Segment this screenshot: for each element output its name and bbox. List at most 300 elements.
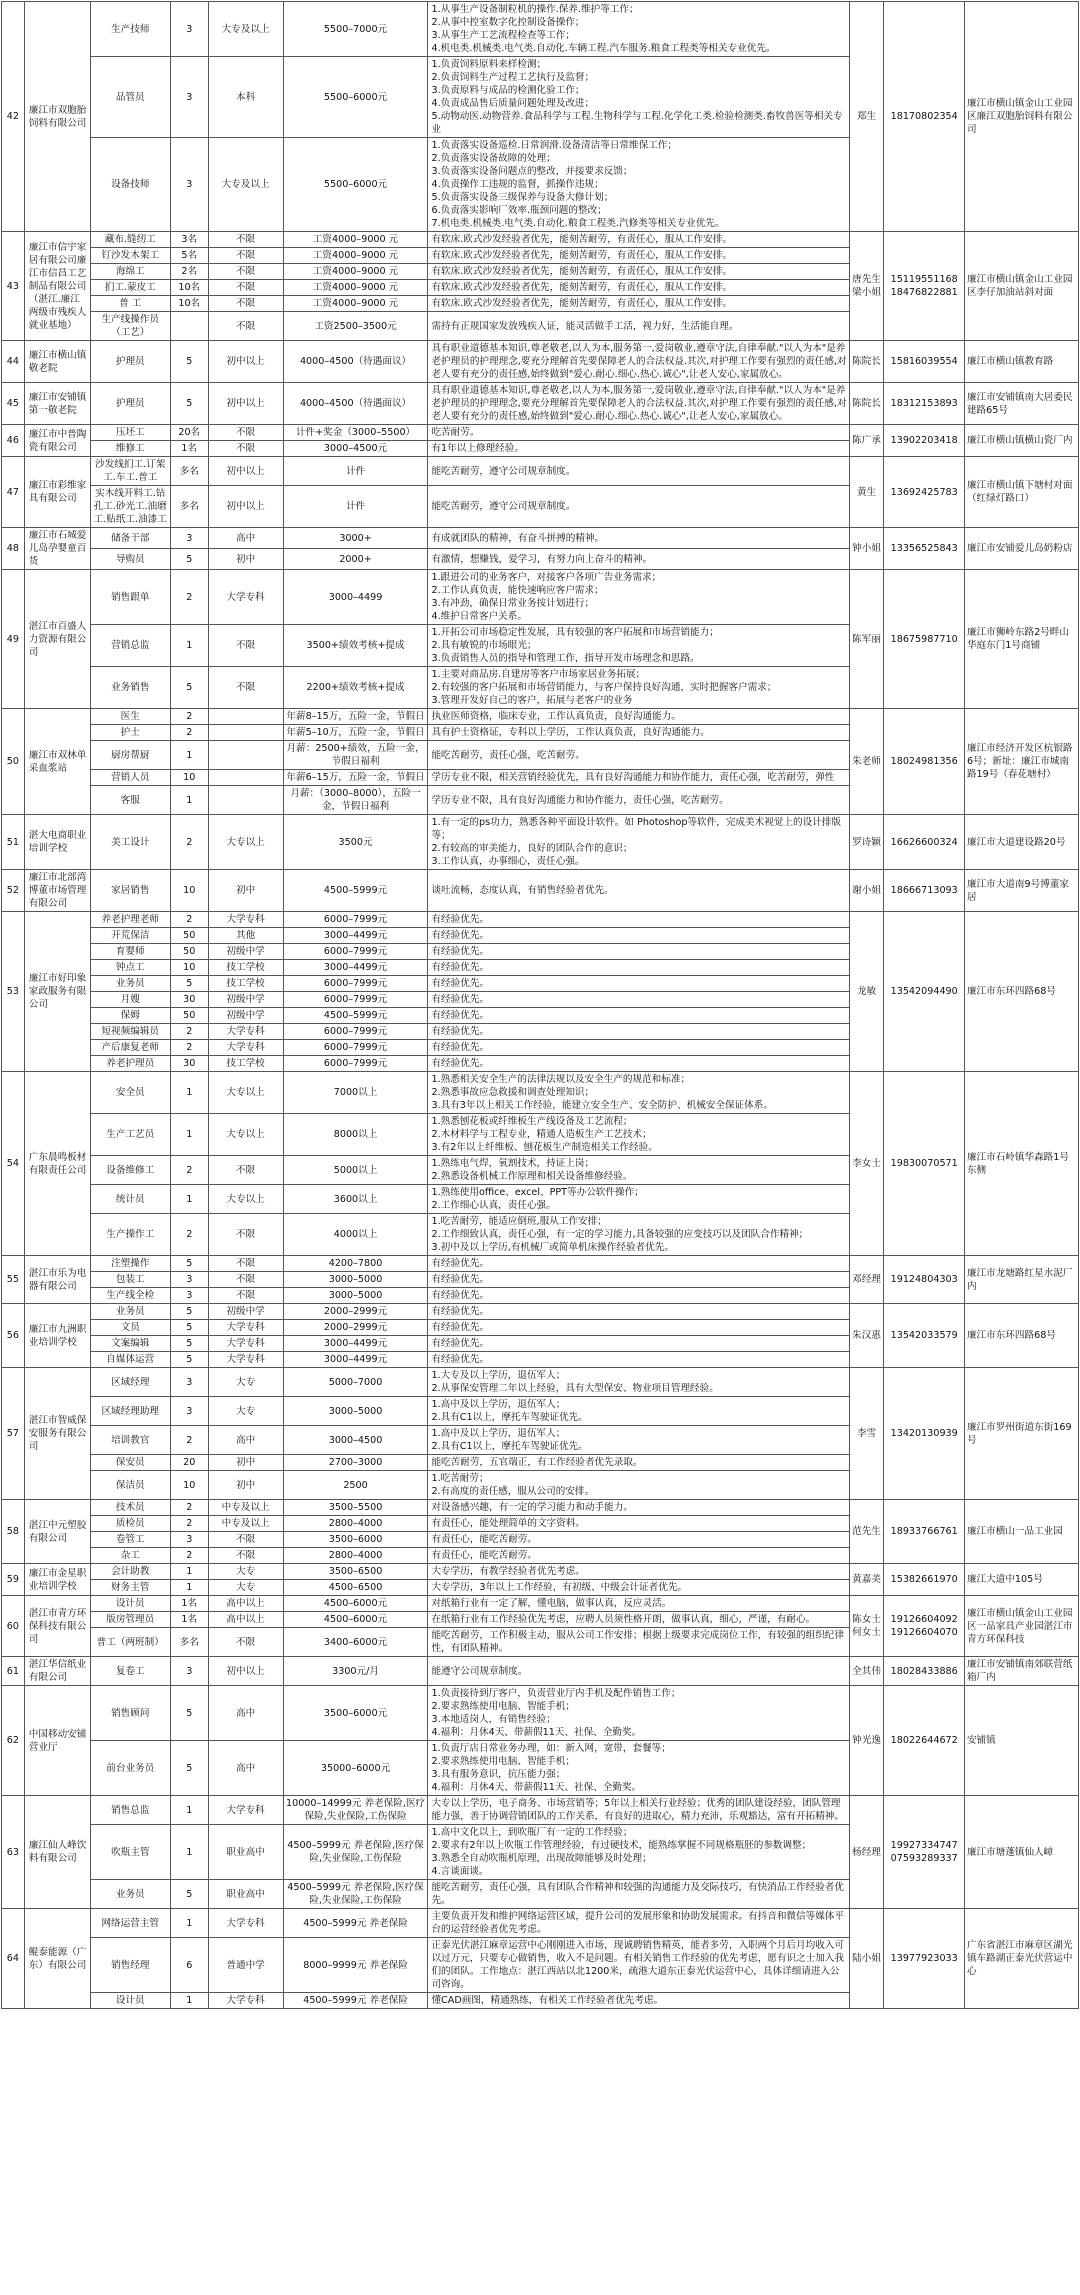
job-title: 月嫂 — [90, 992, 170, 1008]
job-requirements: 1.从事生产设备制粒机的操作.保养.维护等工作； 2.从事中控室数字化控制设备操作； 3.从事生产工艺流程检查等工作； 4.机电类.机械类.电气类.自动化.车辆工程.汽车服务.粮食工程类等相关专业优先。 — [428, 2, 849, 57]
job-salary: 3400–6000元 — [283, 1628, 428, 1657]
job-count: 2 — [170, 912, 208, 928]
job-count: 5 — [170, 383, 208, 425]
job-count: 10 — [170, 1471, 208, 1500]
company-name: 廉江市好印象家政服务有限公司 — [24, 912, 90, 1072]
job-title: 销售顾问 — [90, 1686, 170, 1741]
job-education: 不限 — [208, 425, 283, 441]
job-salary: 工资4000–9000 元 — [283, 264, 428, 280]
contact-person: 陆小姐 — [849, 1909, 884, 2009]
job-title: 设计员 — [90, 1993, 170, 2009]
job-education: 大学专科 — [208, 1352, 283, 1368]
job-title: 护士 — [90, 725, 170, 741]
job-education: 大专及以上 — [208, 138, 283, 232]
contact-phone: 19830070571 — [884, 1072, 964, 1256]
job-requirements: 1.高中文化以上，到吹瓶厂有一定的工作经验； 2.要求有2年以上吹瓶工作管理经验，有过硬技术，能熟练掌握不同规格瓶胚的参数调整； 3.熟悉全自动吹瓶机原理，出现故障能够及时处理； 4.言谈面谈。 — [428, 1825, 849, 1880]
contact-person: 杨经理 — [849, 1796, 884, 1909]
job-salary: 月薪：2500+绩效，五险一金，节假日福利 — [283, 741, 428, 770]
company-number: 48 — [2, 528, 25, 570]
contact-person: 龙敏 — [849, 912, 884, 1072]
company-address: 廉江市横山镇金山工业园区廉江双胞胎饲料有限公司 — [964, 2, 1078, 232]
contact-person: 唐先生梁小姐 — [849, 232, 884, 341]
job-title: 沙发线扪工.订架工.车工.普工 — [90, 457, 170, 486]
job-row — [2, 1500, 1079, 1516]
contact-person: 朱汉惠 — [849, 1304, 884, 1368]
company-number: 53 — [2, 912, 25, 1072]
job-education: 高中以上 — [208, 1596, 283, 1612]
job-salary: 3000–4499 — [283, 570, 428, 625]
job-count: 50 — [170, 1008, 208, 1024]
company-number: 57 — [2, 1368, 25, 1500]
company-name: 湛江市智威保安服务有限公司 — [24, 1368, 90, 1500]
contact-phone: 13692425783 — [884, 457, 964, 528]
job-count: 3 — [170, 1397, 208, 1426]
job-salary: 年薪5–10万，五险一金，节假日 — [283, 725, 428, 741]
job-title: 设备技师 — [90, 138, 170, 232]
job-requirements: 有经验优先。 — [428, 960, 849, 976]
contact-phone: 18312153893 — [884, 383, 964, 425]
job-count: 3 — [170, 57, 208, 138]
job-title: 养老护理老师 — [90, 912, 170, 928]
job-title: 区域经理 — [90, 1368, 170, 1397]
contact-phone: 15816039554 — [884, 341, 964, 383]
job-requirements: 有经验优先。 — [428, 1288, 849, 1304]
job-education: 初中以上 — [208, 457, 283, 486]
contact-phone: 13420130939 — [884, 1368, 964, 1500]
job-education — [208, 725, 283, 741]
job-education: 大专 — [208, 1397, 283, 1426]
company-address: 安铺镇 — [964, 1686, 1078, 1796]
company-address: 廉江市横山一品工业园 — [964, 1500, 1078, 1564]
job-education: 大专 — [208, 1580, 283, 1596]
job-education: 不限 — [208, 1532, 283, 1548]
job-count: 2名 — [170, 264, 208, 280]
job-requirements: 有经验优先。 — [428, 1304, 849, 1320]
job-requirements: 学历专业不限，相关营销经验优先，具有良好沟通能力和协作能力，责任心强，吃苦耐劳，弹性 — [428, 770, 849, 786]
job-salary: 4500–6000元 — [283, 1612, 428, 1628]
contact-person: 黄嘉美 — [849, 1564, 884, 1596]
job-salary: 2800–4000 — [283, 1516, 428, 1532]
job-requirements: 1.负责接待到厅客户，负责营业厅内手机及配件销售工作； 2.要求熟练使用电脑、智能手机； 3.本地适岗人，有销售经验； 4.福利：月休4天、带薪假11天、社保、全勤奖。 — [428, 1686, 849, 1741]
contact-phone: 18666713093 — [884, 870, 964, 912]
job-requirements: 对纸箱行业有一定了解，懂电脑，做事认真，反应灵活。 — [428, 1596, 849, 1612]
job-title: 扪工.蒙皮工 — [90, 280, 170, 296]
company-name: 廉江市双胞胎饲料有限公司 — [24, 2, 90, 232]
job-requirements: 有软床.欧式沙发经验者优先，能刻苦耐劳，有责任心，服从工作安排。 — [428, 280, 849, 296]
job-title: 维修工 — [90, 441, 170, 457]
job-education: 初级中学 — [208, 944, 283, 960]
job-title: 杂工 — [90, 1548, 170, 1564]
job-education: 初中以上 — [208, 486, 283, 528]
job-salary: 3000–4499元 — [283, 1336, 428, 1352]
job-education: 初中以上 — [208, 383, 283, 425]
job-title: 设备维修工 — [90, 1156, 170, 1185]
job-count: 1 — [170, 741, 208, 770]
job-salary: 4500–5999元 养老保险 — [283, 1993, 428, 2009]
job-title: 销售跟单 — [90, 570, 170, 625]
company-name: 湛江华信纸业有限公司 — [24, 1657, 90, 1686]
job-count: 30 — [170, 992, 208, 1008]
job-title: 技术员 — [90, 1500, 170, 1516]
contact-phone: 13542094490 — [884, 912, 964, 1072]
job-requirements: 有软床.欧式沙发经验者优先，能刻苦耐劳，有责任心，服从工作安排。 — [428, 296, 849, 312]
contact-person: 罗诗颖 — [849, 815, 884, 870]
job-requirements: 1.高中及以上学历，退伍军人； 2.具有C1以上，摩托车驾驶证优先。 — [428, 1397, 849, 1426]
company-name: 鲲泰能源（广东）有限公司 — [24, 1909, 90, 2009]
job-salary: 3000–4500 — [283, 1426, 428, 1455]
job-education: 不限 — [208, 264, 283, 280]
company-address: 廉江市安铺爱儿岛奶粉店 — [964, 528, 1078, 570]
company-name: 廉江仙人峰饮料有限公司 — [24, 1796, 90, 1909]
company-name: 湛江市乐为电器有限公司 — [24, 1256, 90, 1304]
job-education: 大专以上 — [208, 815, 283, 870]
job-title: 财务主管 — [90, 1580, 170, 1596]
job-education: 大学专科 — [208, 1320, 283, 1336]
job-count: 1名 — [170, 1612, 208, 1628]
job-title: 会计助教 — [90, 1564, 170, 1580]
company-name: 廉江市中普陶瓷有限公司 — [24, 425, 90, 457]
job-title: 普 工 — [90, 296, 170, 312]
job-title: 育婴师 — [90, 944, 170, 960]
company-number: 47 — [2, 457, 25, 528]
job-education: 不限 — [208, 296, 283, 312]
job-salary: 8000–9999元 养老保险 — [283, 1938, 428, 1993]
job-requirements: 有经验优先。 — [428, 928, 849, 944]
job-row — [2, 1596, 1079, 1612]
job-count: 1 — [170, 1993, 208, 2009]
job-row — [2, 1796, 1079, 1825]
job-count: 1 — [170, 1185, 208, 1214]
job-title: 海绵工 — [90, 264, 170, 280]
job-row — [2, 570, 1079, 625]
job-requirements: 1.熟悉刨花板或纤维板生产线设备及工艺流程； 2.木材料学与工程专业，精通人造板生产工艺技术； 3.有2年以上纤维板、刨花板生产制造相关工作经验。 — [428, 1114, 849, 1156]
job-title: 业务销售 — [90, 667, 170, 709]
company-name: 廉江市信宇家居有限公司廉江市信昌工艺制品有限公司（湛江.廉江两级市残疾人就业基地） — [24, 232, 90, 341]
job-title: 自媒体运营 — [90, 1352, 170, 1368]
job-title: 生产工艺员 — [90, 1114, 170, 1156]
job-requirements: 能吃苦耐劳，工作积极主动，服从公司工作安排；根据上级要求完成岗位工作，有较强的组织纪律性，有团队精神。 — [428, 1628, 849, 1657]
contact-phone: 15119551168 18476822881 — [884, 232, 964, 341]
job-education: 高中 — [208, 1686, 283, 1741]
company-name: 廉江市安铺镇第一敬老院 — [24, 383, 90, 425]
job-row — [2, 1368, 1079, 1397]
company-number: 64 — [2, 1909, 25, 2009]
job-requirements: 1.吃苦耐劳，能适应倒班,服从工作安排； 2.工作细致认真，责任心强，有一定的学习能力,具备较强的应变技巧以及团队合作精神； 3.初中及以上学历,有机械厂或简单机床操作经验者优先。 — [428, 1214, 849, 1256]
contact-person: 邓经理 — [849, 1256, 884, 1304]
job-education: 大学专科 — [208, 570, 283, 625]
job-salary: 年薪6–15万，五险一金，节假日 — [283, 770, 428, 786]
job-education: 高中以上 — [208, 1612, 283, 1628]
contact-phone: 19927334747 07593289337 — [884, 1796, 964, 1909]
job-count: 6 — [170, 1938, 208, 1993]
job-salary: 3000–4499元 — [283, 1352, 428, 1368]
job-education: 大学专科 — [208, 1796, 283, 1825]
job-title: 文案编辑 — [90, 1336, 170, 1352]
job-title: 网络运营主管 — [90, 1909, 170, 1938]
contact-person: 陈广承 — [849, 425, 884, 457]
job-row — [2, 1909, 1079, 1938]
job-requirements: 执业医师资格，临床专业，工作认真负责，良好沟通能力。 — [428, 709, 849, 725]
job-salary: 6000–7999元 — [283, 1056, 428, 1072]
job-education: 技工学校 — [208, 960, 283, 976]
job-education: 大专 — [208, 1368, 283, 1397]
job-education — [208, 709, 283, 725]
job-requirements: 1.负责饲料原料来样检测； 2.负责饲料生产过程工艺执行及监督； 3.负责原料与成品的检测化验工作； 4.负责成品售后质量问题处理及改进； 5.动物动医.动物营养.食品科学与工程.生物科学与工程.化学化工类.检验检测类.畜牧兽医等相关专业 — [428, 57, 849, 138]
job-title: 客服 — [90, 786, 170, 815]
contact-phone: 18028433886 — [884, 1657, 964, 1686]
job-salary: 5500–6000元 — [283, 138, 428, 232]
job-count: 2 — [170, 1214, 208, 1256]
company-number: 46 — [2, 425, 25, 457]
job-requirements: 有经验优先。 — [428, 1336, 849, 1352]
contact-phone: 19126604092 19126604070 — [884, 1596, 964, 1657]
contact-phone: 13977923033 — [884, 1909, 964, 2009]
job-title: 吹瓶主管 — [90, 1825, 170, 1880]
company-name: 廉江市石城爱儿岛孕婴童百货 — [24, 528, 90, 570]
job-row — [2, 1564, 1079, 1580]
contact-phone: 18675987710 — [884, 570, 964, 709]
job-education: 不限 — [208, 1272, 283, 1288]
job-education — [208, 770, 283, 786]
contact-phone: 19124804303 — [884, 1256, 964, 1304]
job-requirements: 有1年以上修理经验。 — [428, 441, 849, 457]
contact-person: 范先生 — [849, 1500, 884, 1564]
company-name: 湛大电商职业培训学校 — [24, 815, 90, 870]
job-education: 职业高中 — [208, 1880, 283, 1909]
job-count: 10 — [170, 960, 208, 976]
job-row — [2, 1256, 1079, 1272]
company-number: 61 — [2, 1657, 25, 1686]
job-requirements: 能吃苦耐劳，遵守公司规章制度。 — [428, 457, 849, 486]
job-requirements: 有经验优先。 — [428, 1272, 849, 1288]
job-requirements: 大专学历，有教学经验者优先考虑。 — [428, 1564, 849, 1580]
company-number: 43 — [2, 232, 25, 341]
job-title: 保洁员 — [90, 1471, 170, 1500]
job-education: 大专以上 — [208, 1072, 283, 1114]
job-count: 2 — [170, 1024, 208, 1040]
job-requirements: 1.有一定的ps功力，熟悉各种平面设计软件。如 Photoshop等软件，完成美术视觉上的设计排版等； 2.有较高的审美能力，良好的团队合作的意识； 3.工作认真，办事细心，责任心强。 — [428, 815, 849, 870]
job-count: 2 — [170, 709, 208, 725]
job-requirements: 主要负责开发和维护网络运营区域，提升公司的发展形象和协助发展需求。有抖音和微信等媒体平台的运营经验者优先考虑。 — [428, 1909, 849, 1938]
job-count: 3 — [170, 1657, 208, 1686]
job-salary: 10000–14999元 养老保险,医疗保险,失业保险,工伤保险 — [283, 1796, 428, 1825]
company-address: 廉江市横山镇下塘村对面（红绿灯路口） — [964, 457, 1078, 528]
job-count: 50 — [170, 928, 208, 944]
job-requirements: 吃苦耐劳。 — [428, 425, 849, 441]
job-requirements: 有经验优先。 — [428, 1008, 849, 1024]
job-requirements: 正泰光伏湛江麻章运营中心刚刚进入市场，现诚聘销售精英，能者多劳，入职两个月后月均收入可以过万元，只要专心做销售，收入不是问题。有相关销售工作经验的优先考虑，愿有识之士加入我们的团队。工作地点：湛江西站以北1200米，疏港大道东正泰光伏运营中心，具体详细请进入公司咨询。 — [428, 1938, 849, 1993]
contact-phone: 13542033579 — [884, 1304, 964, 1368]
job-requirements: 有经验优先。 — [428, 944, 849, 960]
job-title: 卷管工 — [90, 1532, 170, 1548]
job-salary: 4000–4500（待遇面议） — [283, 341, 428, 383]
job-salary: 3000–5000 — [283, 1272, 428, 1288]
job-row — [2, 425, 1079, 441]
company-name: 湛江市青方环保科技有限公司 — [24, 1596, 90, 1657]
job-row — [2, 709, 1079, 725]
job-salary: 3600以上 — [283, 1185, 428, 1214]
job-salary: 月薪：（3000–8000），五险一金，节假日福利 — [283, 786, 428, 815]
job-requirements: 有经验优先。 — [428, 912, 849, 928]
company-address: 廉江市安铺镇南郊联营纸箱厂内 — [964, 1657, 1078, 1686]
company-number: 60 — [2, 1596, 25, 1657]
job-salary: 4500–5999元 养老保险,医疗保险,失业保险,工伤保险 — [283, 1880, 428, 1909]
contact-phone: 18024981356 — [884, 709, 964, 815]
job-salary: 8000以上 — [283, 1114, 428, 1156]
job-education — [208, 741, 283, 770]
job-salary: 6000–7999元 — [283, 976, 428, 992]
job-requirements: 大专学历，3年以上工作经验，有初级、中级会计证者优先。 — [428, 1580, 849, 1596]
job-requirements: 有软床.欧式沙发经验者优先，能刻苦耐劳，有责任心，服从工作安排。 — [428, 232, 849, 248]
job-count: 10名 — [170, 296, 208, 312]
job-salary: 3500元 — [283, 815, 428, 870]
job-count: 多名 — [170, 486, 208, 528]
job-row — [2, 2, 1079, 57]
job-row — [2, 1072, 1079, 1114]
job-salary: 3500+绩效考核+提成 — [283, 625, 428, 667]
job-salary: 4000以上 — [283, 1214, 428, 1256]
job-count: 2 — [170, 1040, 208, 1056]
job-salary: 5000–7000 — [283, 1368, 428, 1397]
company-address: 广东省湛江市麻章区湖光镇车路湖正泰光伏营运中心 — [964, 1909, 1078, 2009]
company-address: 廉江市横山镇教育路 — [964, 341, 1078, 383]
job-count: 1 — [170, 1580, 208, 1596]
job-requirements: 有经验优先。 — [428, 992, 849, 1008]
job-education: 大学专科 — [208, 1993, 283, 2009]
company-address: 廉江市安铺镇南大居委民建路65号 — [964, 383, 1078, 425]
job-requirements: 具有护士资格证，专科以上学历，工作认真负责，良好沟通能力。 — [428, 725, 849, 741]
job-count: 1 — [170, 1564, 208, 1580]
job-count: 1 — [170, 1796, 208, 1825]
job-count: 5 — [170, 1880, 208, 1909]
job-title: 钉沙发木架工 — [90, 248, 170, 264]
job-education: 不限 — [208, 441, 283, 457]
job-count: 5 — [170, 1320, 208, 1336]
job-count: 5 — [170, 1256, 208, 1272]
company-number: 52 — [2, 870, 25, 912]
job-count: 2 — [170, 1156, 208, 1185]
company-name: 广东晨鸣板材有限责任公司 — [24, 1072, 90, 1256]
job-title: 保安员 — [90, 1455, 170, 1471]
job-count: 多名 — [170, 457, 208, 486]
contact-phone: 18933766761 — [884, 1500, 964, 1564]
job-salary: 7000以上 — [283, 1072, 428, 1114]
job-salary: 5500–7000元 — [283, 2, 428, 57]
job-count: 2 — [170, 1548, 208, 1564]
job-requirements: 有责任心，能处理简单的文字资料。 — [428, 1516, 849, 1532]
job-salary: 4200–7800 — [283, 1256, 428, 1272]
job-salary: 3000+ — [283, 528, 428, 549]
job-row — [2, 912, 1079, 928]
job-title: 家居销售 — [90, 870, 170, 912]
job-listing-table — [1, 1, 1079, 2009]
job-education: 大专以上 — [208, 1185, 283, 1214]
contact-person: 陈女士何女士 — [849, 1596, 884, 1657]
job-title: 营销总监 — [90, 625, 170, 667]
company-address: 廉江市大道南9号博董家居 — [964, 870, 1078, 912]
job-education: 不限 — [208, 1256, 283, 1272]
job-education: 初中 — [208, 549, 283, 570]
job-education: 不限 — [208, 232, 283, 248]
contact-person: 陈院长 — [849, 341, 884, 383]
job-salary: 5000以上 — [283, 1156, 428, 1185]
company-name: 廉江市北部湾博董市场管理有限公司 — [24, 870, 90, 912]
job-row — [2, 341, 1079, 383]
job-title: 复卷工 — [90, 1657, 170, 1686]
job-title: 钟点工 — [90, 960, 170, 976]
job-education: 职业高中 — [208, 1825, 283, 1880]
job-education: 不限 — [208, 1288, 283, 1304]
company-name: 湛江中元塑胶有限公司 — [24, 1500, 90, 1564]
job-salary: 4500–6500 — [283, 1580, 428, 1596]
job-requirements: 1.熟悉相关安全生产的法律法规以及安全生产的规范和标准； 2.熟悉事故应急救援和调查处理知识； 3.具有3年以上相关工作经验，能建立安全生产、安全防护、机械安全保证体系。 — [428, 1072, 849, 1114]
job-count: 2 — [170, 1516, 208, 1532]
job-salary: 3500–6000 — [283, 1532, 428, 1548]
job-title: 生产操作工 — [90, 1214, 170, 1256]
company-number: 42 — [2, 2, 25, 232]
job-salary: 3500–6000元 — [283, 1686, 428, 1741]
job-salary: 工资4000–9000 元 — [283, 296, 428, 312]
job-title: 厨房帮厨 — [90, 741, 170, 770]
job-listing-body — [2, 2, 1079, 2009]
job-education: 大学专科 — [208, 1040, 283, 1056]
job-count: 1 — [170, 1072, 208, 1114]
job-count: 5 — [170, 976, 208, 992]
job-row — [2, 457, 1079, 486]
contact-person: 黄生 — [849, 457, 884, 528]
company-name: 湛江市百盛人力资源有限公司 — [24, 570, 90, 709]
company-address: 廉江市狮岭东路2号畔山华庭东门1号商铺 — [964, 570, 1078, 709]
job-requirements: 具有职业道德基本知识,尊老敬老,以人为本,服务第一,爱岗敬业,遵章守法,自律奉献."以人为本"是养老护理员的护理理念,要充分理解首先要保障老人的合法权益.其次,对护理工作要有强烈的责任感,对老人要有充分的责任感,始终做到"爱心.耐心.细心.热心.诚心",让老人安心,家属放心。 — [428, 341, 849, 383]
job-salary: 4500–5999元 — [283, 1008, 428, 1024]
job-count: 3 — [170, 138, 208, 232]
job-education: 不限 — [208, 625, 283, 667]
job-requirements: 在纸箱行业有工作经验优先考虑，应聘人员须性格开朗，做事认真，细心，严谨，有耐心。 — [428, 1612, 849, 1628]
job-count: 50 — [170, 944, 208, 960]
company-name: 廉江市横山镇敬老院 — [24, 341, 90, 383]
job-title: 包装工 — [90, 1272, 170, 1288]
job-education: 不限 — [208, 1628, 283, 1657]
job-requirements: 1.熟练电气焊，氧割技术，持证上岗； 2.熟悉设备机械工作原理和相关设备维修经验。 — [428, 1156, 849, 1185]
job-education: 大专 — [208, 1564, 283, 1580]
job-salary: 计件 — [283, 486, 428, 528]
job-requirements: 有激情，想赚钱，爱学习，有努力向上奋斗的精神。 — [428, 549, 849, 570]
job-education: 其他 — [208, 928, 283, 944]
job-count: 3 — [170, 1288, 208, 1304]
company-address: 廉江市罗州街道东街169号 — [964, 1368, 1078, 1500]
contact-person: 朱老师 — [849, 709, 884, 815]
job-row — [2, 870, 1079, 912]
job-title: 版房管理员 — [90, 1612, 170, 1628]
job-requirements: 大专以上学历，电子商务、市场营销等；5年以上相关行业经验；优秀的团队建设经验，团队管理能力强，善于协调营销团队的工作关系，有良好的进取心，精力充沛，乐观豁达，富有开拓精神。 — [428, 1796, 849, 1825]
company-name: 廉江市双林单采血浆站 — [24, 709, 90, 815]
contact-phone: 16626600324 — [884, 815, 964, 870]
company-address: 廉江市大道建设路20号 — [964, 815, 1078, 870]
job-title: 短视频编辑员 — [90, 1024, 170, 1040]
job-row — [2, 383, 1079, 425]
contact-person: 全其伟 — [849, 1657, 884, 1686]
job-salary: 工资4000–9000 元 — [283, 280, 428, 296]
company-address: 廉江市经济开发区杭银路6号；新址：廉江市城南路19号（春花塘村） — [964, 709, 1078, 815]
job-count: 3 — [170, 1272, 208, 1288]
job-salary: 2500 — [283, 1471, 428, 1500]
job-salary: 4500–5999元 — [283, 870, 428, 912]
job-count: 3 — [170, 1532, 208, 1548]
job-count: 1名 — [170, 441, 208, 457]
job-requirements: 1.高中及以上学历，退伍军人； 2.具有C1以上，摩托车驾驶证优先。 — [428, 1426, 849, 1455]
job-education: 不限 — [208, 312, 283, 341]
job-requirements: 有软床.欧式沙发经验者优先，能刻苦耐劳，有责任心，服从工作安排。 — [428, 264, 849, 280]
